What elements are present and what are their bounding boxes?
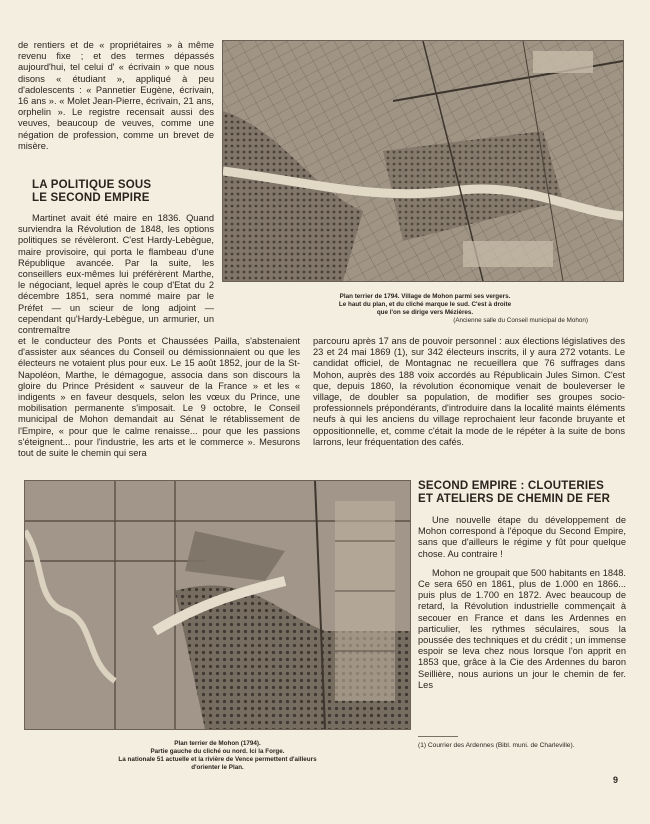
caption-line: Le haut du plan, et du cliché marque le sud. C'est à droite [338,301,512,308]
second-empire-paragraphs [418,515,626,691]
caption-line: La nationale 51 actuelle et la rivière de Vence permettent d'ailleurs [118,756,317,763]
elections-paragraph [313,336,625,448]
heading-line: ET ATELIERS DE CHEMIN DE FER [418,492,611,505]
heading-line: LA POLITIQUE SOUS [32,179,152,191]
heading-line: SECOND EMPIRE : CLOUTERIES [418,480,605,492]
elections-text: parcouru après 17 ans de pouvoir personnel : aux élections législatives des 23 et 24 mai 1869 (1), sur 342 électeurs inscrits, il y aura 272 votants. Le candidat officiel, de Montagnac ne recueillera que 76 suffrages dans Mohon, auprès des 188 voix accordés au Républicain Jules Simon. C'est que, depuis 1860, la révolution économique venait de bouleverser le village, de doubler sa population, de modifier ses groupes socio-professionnels prépondérants, d'introduire dans la localité maints éléments neufs à qui les anciens du village reprochaient leur faconde bruyante et oppositionnelle, et, comme c'était la mode de le répéter à la suite de bons larrons, leur fréquentation des cafés. [313,336,625,447]
caption-line: Plan terrier de 1794. Village de Mohon parmi ses vergers. [339,293,511,300]
politique-paragraph [18,213,214,336]
second-empire-text-1: Une nouvelle étape du développement de Mohon correspond à l'époque du Second Empire, sans que d'ailleurs le régime y fût pour quelque chose. Au contraire ! [418,515,626,559]
intro-paragraph [18,40,214,152]
map-photo-bottom [24,480,411,730]
politique-text: Martinet avait été maire en 1836. Quand surviendra la Révolution de 1848, les options politiques se révèleront. C'est Hardy-Lebègue, maire provisoire, qui porta le flambeau d'une République avancée. Par la suite, les conseillers eux-mêmes lui préférèrent Marthe, le négociant, lequel après le coup d'Etat du 2 décembre 1851, sera nommé maire par le Préfet — un scieur de long adjoint — cependant qu'Hardy-Lebègue, un armurier, un contremaître [18,213,214,336]
wide-paragraph [18,336,300,459]
map-caption-top [240,293,610,325]
footnote [418,742,626,751]
map-illustration [223,41,623,281]
caption-source: (Ancienne salle du Conseil municipal de Mohon) [453,317,588,324]
intro-text: de rentiers et de « propriétaires » à même revenu fixe ; et des termes dépassés aujourd'hui, tel celui d' « écrivain » que nous disons « étudiant », appliqué à peu d'adolescents : « Pannetier Eugène, écrivain, 16 ans ». « Molet Jean-Pierre, écrivain, 21 ans, orphelin ». Le registre recensait aussi des veuves, beaucoup de veuves, comme une négation de profession, comme un brevet de misère. [18,40,214,151]
caption-line: d'orienter le Plan. [191,764,244,771]
map-illustration-forge [25,481,410,729]
page-number: 9 [613,775,619,785]
wide-text: et le conducteur des Ponts et Chaussées Pailla, s'abstenaient d'assister aux séances du Conseil ou démissionnaient ou que les électeurs ne votaient plus pour eux. Le 15 août 1852, jour de la St-Napoléon, Marthe, le démagogue, associa dans son discours la gloire du Prince Président « sauveur de la France » et les « indigents » en faveur desquels, selon les vœux du Prince, une mobilisation permanente s'imposait. Le 9 octobre, le Conseil municipal de Mohon demandait au Sénat le rétablissement de l'Empire, « pour que le calme renaisse... pour que les passions s'éteignent... pour l'industrie, les arts et le commerce ». Mesurons tout de suite le chemin qui sera [18,336,300,459]
heading-line: LE SECOND EMPIRE [32,191,150,204]
section-heading-second-empire [418,480,633,505]
footnote-text: (1) Courrier des Ardennes (Bibl. muni. de Charleville). [418,742,575,749]
map-caption-bottom [30,740,405,772]
caption-line: Plan terrier de Mohon (1794). [174,740,261,747]
caption-line: que l'on se dirige vers Mézières. [376,309,474,316]
map-photo-top [222,40,624,282]
footnote-divider [418,736,458,737]
section-heading-politique [32,179,212,204]
caption-line: Partie gauche du cliché ou nord. Ici la Forge. [150,748,285,755]
second-empire-text-2: Mohon ne groupait que 500 habitants en 1848. Ce sera 650 en 1861, plus de 1.000 en 1866... puis plus de 1.700 en 1872. Avec beaucoup de retard, la Révolution industrielle commençait à secouer en France et dans les Ardennes en particulier, les rythmes séculaires, sous la poussée des techniques et du crédit ; un immense espoir se leva chez nous lorsque l'on apprit en 1853 que, grâce à la Cie des Ardennes du baron Seillière, nous aurions un jour le chemin de fer. Les [418,567,626,690]
